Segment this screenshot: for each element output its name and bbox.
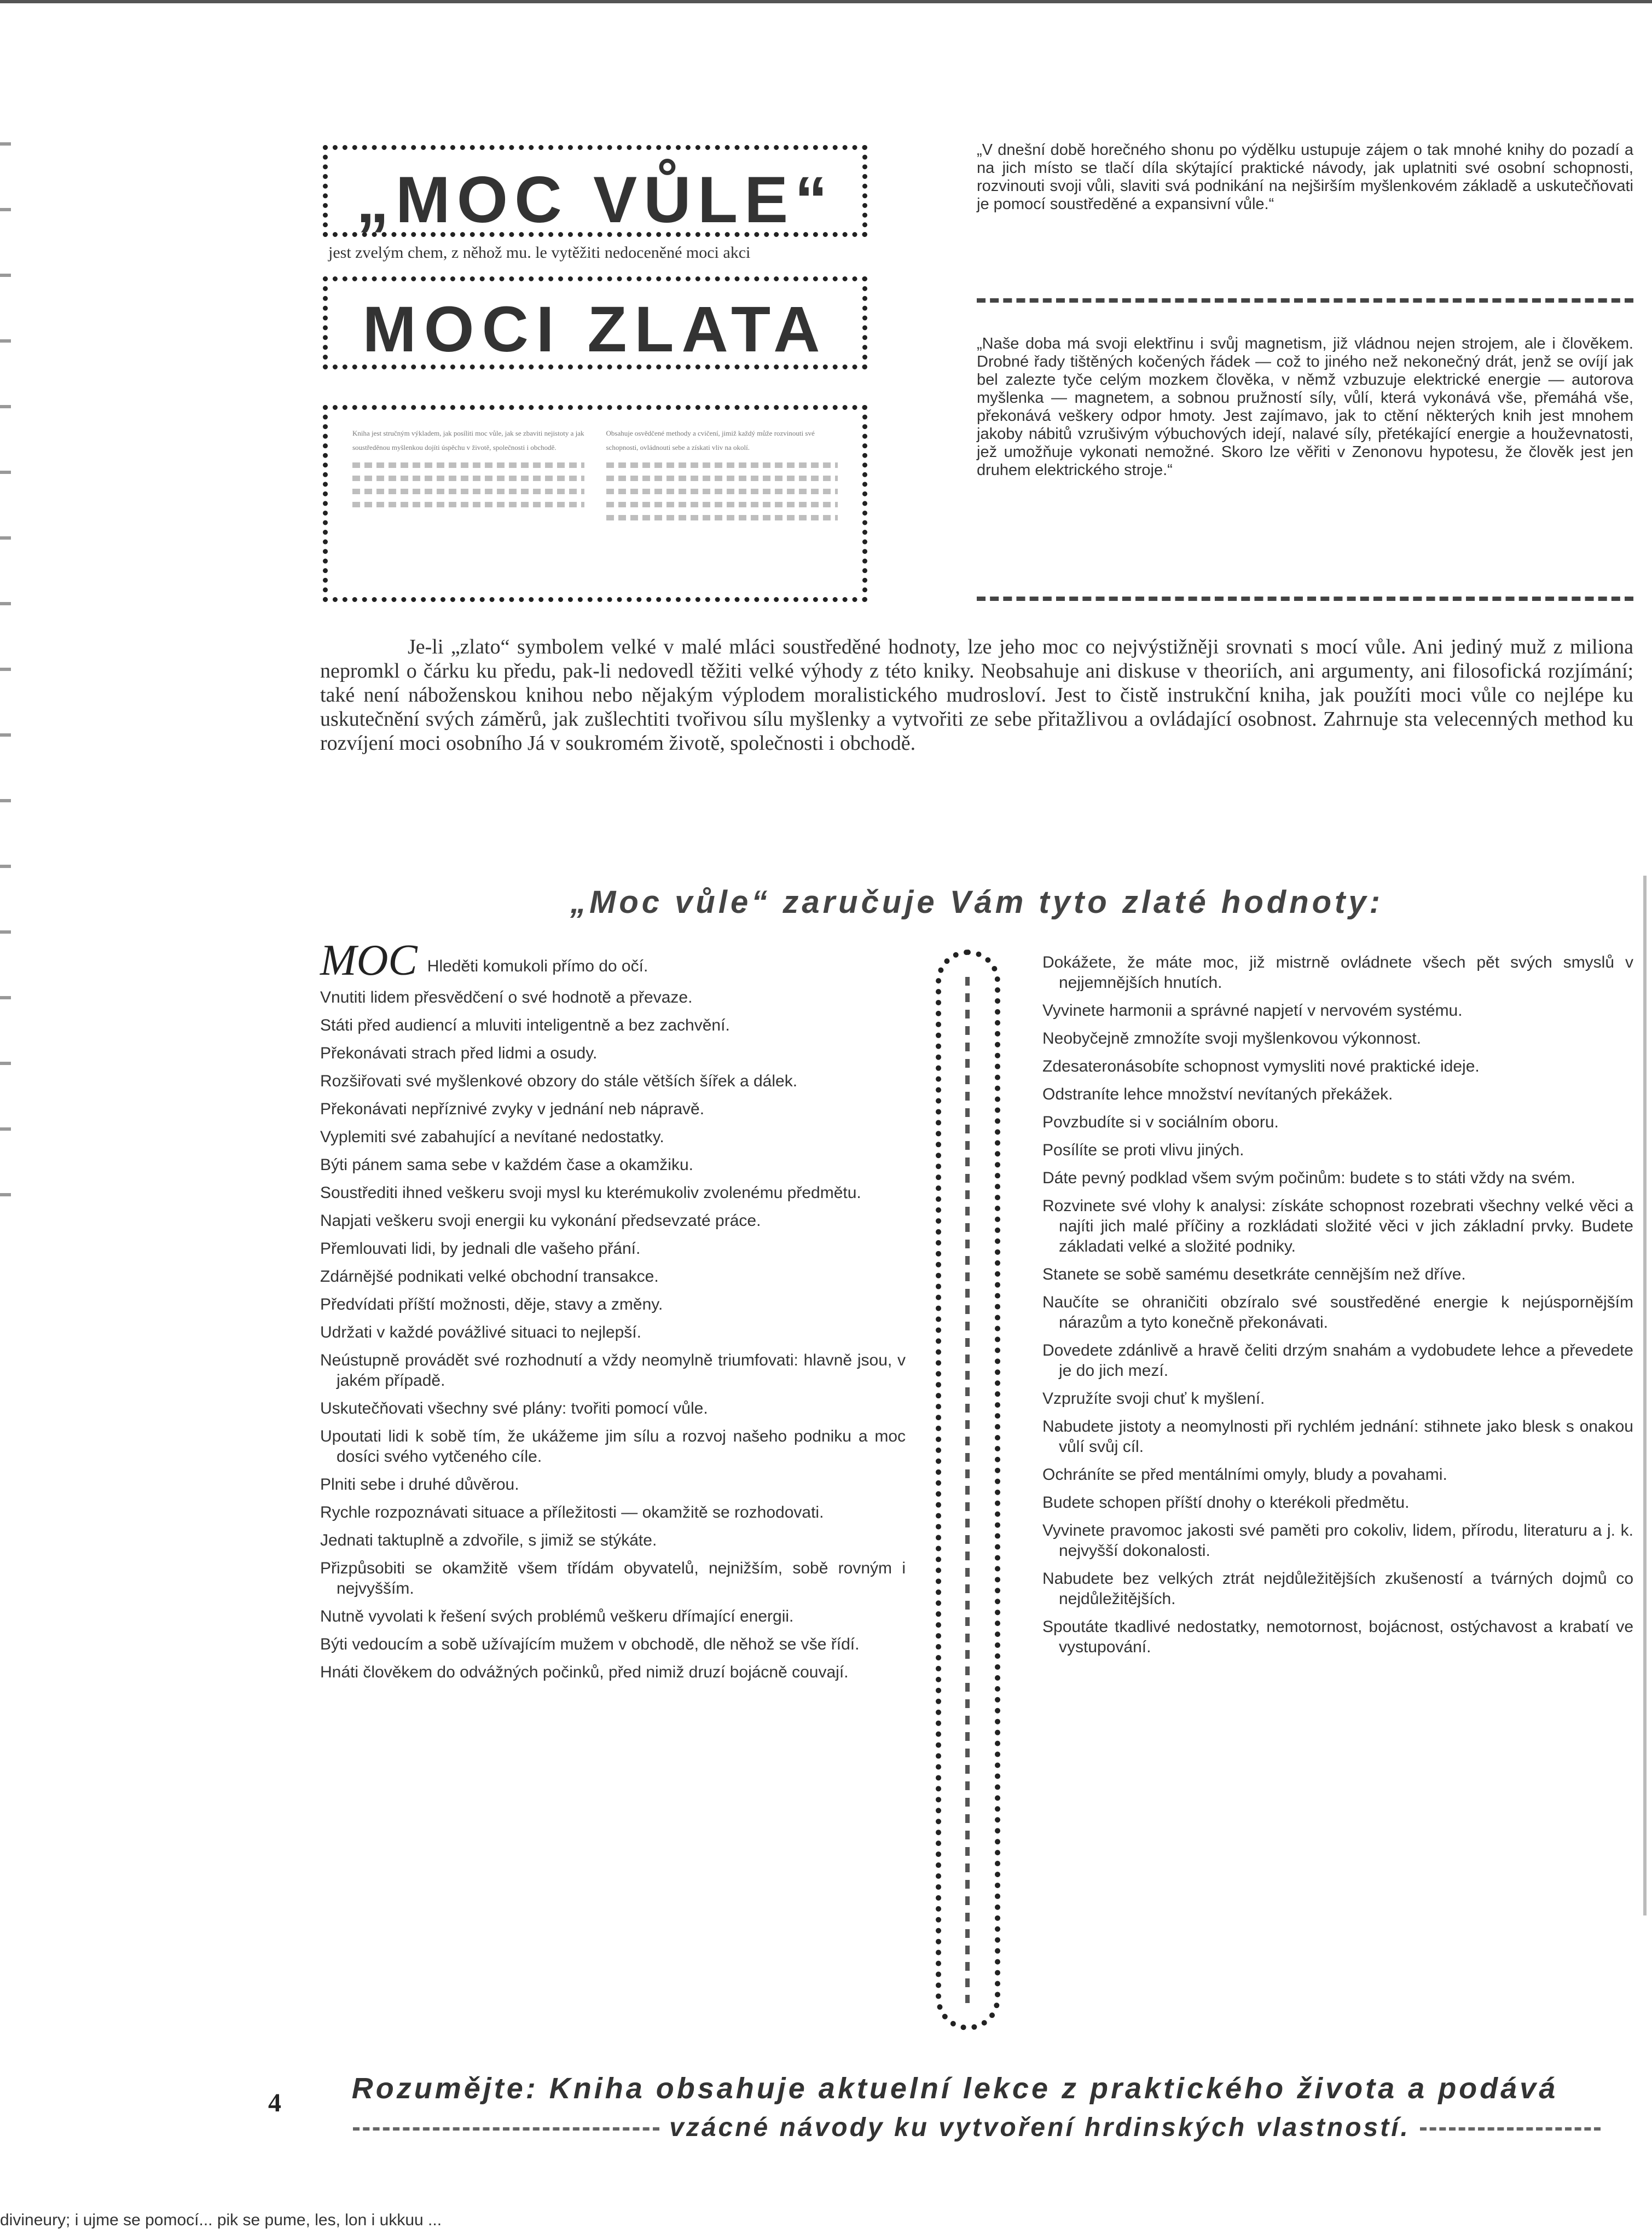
list-item: Zdárnějšé podnikati velké obchodní transakce. bbox=[320, 1268, 659, 1286]
list-item: Uskutečňovati všechny své plány: tvořiti pomocí vůle. bbox=[320, 1399, 708, 1417]
moci-zlata-box bbox=[323, 276, 867, 369]
list-item: Dovedete zdánlivě a hravě čeliti drzým snahám a vydobudete lehce a převedete je do jich mezí. bbox=[1042, 1341, 1633, 1380]
list-item: Hnáti člověkem do odvážných počinků, před nimiž druzí bojácně couvají. bbox=[320, 1663, 849, 1681]
faded-line bbox=[352, 476, 584, 481]
list-item: Napjati veškeru svoji energii ku vykonání předsevzaté práce. bbox=[320, 1212, 761, 1230]
small-print-col-left bbox=[352, 426, 584, 581]
moc-vule-title: „MOC VŮLE“ bbox=[356, 163, 834, 236]
margin-marks bbox=[0, 142, 11, 1237]
list-item: Zdesateronásobíte schopnost vymysliti nové praktické ideje. bbox=[1042, 1057, 1480, 1075]
list-item: Vyvinete pravomoc jakosti své paměti pro cokoliv, lidem, přírodu, literaturu a j. k. nejvyšší dokonalosti. bbox=[1042, 1521, 1633, 1560]
list-item: Jednati taktuplně a zdvořile, s jimiž se stýkáte. bbox=[320, 1531, 657, 1549]
list-item: Neobyčejně zmnožíte svoji myšlenkovou výkonnost. bbox=[1042, 1029, 1421, 1047]
list-item: Nabudete bez velkých ztrát nejdůležitějších zkušeností a tvárných dojmů co nejdůležitějších. bbox=[1042, 1570, 1633, 1608]
footer-dash-rule bbox=[353, 2127, 659, 2131]
list-item: Býti vedoucím a sobě užívajícím mužem v obchodě, dle něhož se vše řídí. bbox=[320, 1635, 860, 1653]
footer-dash-rule bbox=[1420, 2127, 1601, 2131]
list-item: Rychle rozpoznávati situace a příležitosti — okamžitě se rozhodovati. bbox=[320, 1503, 824, 1521]
list-item: Nutně vyvolati k řešení svých problémů veškeru dřímající energii. bbox=[320, 1607, 794, 1625]
list-item: Vnutiti lidem přesvědčení o své hodnotě a převaze. bbox=[320, 988, 693, 1006]
list-item: Upoutati lidi k sobě tím, že ukážeme jim sílu a rozvoj našeho podniku a moc dosíci svého vytčeného cíle. bbox=[320, 1427, 906, 1466]
list-item-text: Hleděti komukoli přímo do očí. bbox=[427, 957, 648, 975]
next-page-bleed-text: divineury; i ujme se pomocí... pik se pume, les, lon i ukkuu ... bbox=[0, 2211, 442, 2229]
faded-line bbox=[606, 462, 838, 468]
moc-initial-word: MOC bbox=[320, 936, 418, 985]
list-item: Udržati v každé povážlivé situaci to nejlepší. bbox=[320, 1323, 641, 1341]
quote-second: „Naše doba má svoji elektřinu i svůj magnetism, již vládnou nejen strojem, ale i člověkem. Drobné řady tištěných kočených řádek — což to jiného než nekonečný drát, jenž se ovíjí jak bel zalezte tyče celým mozkem člověka, v němž vzbuzuje elektrické energie — autorova myšlenka — magnetem, a sobnou pružností síly, vůlí, která vykonává vše, přemáhá vše, překonává veškery odpor hmoty. Jest zajímavo, jak to ctění některých knih jest mnohem jakoby nábitů vzrušivým výbuchových idejí, nalavé síly, přetékající energie a houževnatosti, jež umožňuje vykonati nemožné. Skoro lze věřiti v Zenonovu hypotesu, že člověk jest jen druhem elektrického stroje.“ bbox=[977, 335, 1633, 479]
divider-rule bbox=[977, 597, 1633, 601]
list-item: Naučíte se ohraničiti obzíralo své soustředěné energie k nejúspornějším nárazům a tyto konečně překonávati. bbox=[1042, 1293, 1633, 1332]
list-item: Vyvinete harmonii a správné napjetí v nervovém systému. bbox=[1042, 1002, 1463, 1020]
list-item: Rozšiřovati své myšlenkové obzory do stále větších šířek a dálek. bbox=[320, 1072, 798, 1090]
list-item: Přemlouvati lidi, by jednali dle vašeho přání. bbox=[320, 1240, 641, 1258]
list-item: Přizpůsobiti se okamžitě všem třídám obyvatelů, nejnižším, sobě rovným i nejvyšším. bbox=[320, 1559, 906, 1598]
small-print-col-right bbox=[606, 426, 838, 581]
list-item: Povzbudíte si v sociálním oboru. bbox=[1042, 1113, 1279, 1131]
margin-shadow bbox=[1643, 876, 1647, 1915]
footer-line-two-text: vzácné návody ku vytvoření hrdinských vlastností. bbox=[669, 2113, 1410, 2142]
list-item: Spoutáte tkadlivé nedostatky, nemotornost, bojácnost, ostýchavost a krabatí ve vystupování. bbox=[1042, 1618, 1633, 1656]
list-item: Soustřediti ihned veškeru svoji mysl ku kterémukoliv zvolenému předmětu. bbox=[320, 1184, 861, 1202]
page-number: 4 bbox=[268, 2088, 281, 2117]
list-item: Nabudete jistoty a neomylnosti při rychlém jednání: stihnete jako blesk s onakou vůlí svůj cíl. bbox=[1042, 1417, 1633, 1456]
left-benefits-list bbox=[320, 936, 906, 1690]
faded-line bbox=[606, 489, 838, 494]
list-item: Rozvinete své vlohy k analysi: získáte schopnost rozebrati všechny velké věci a najíti jich malé příčiny a rozkládati složité věci v jich základní prvky. Budete základati velké a složité podniky. bbox=[1042, 1197, 1633, 1255]
list-item: Vyplemiti své zabahující a nevítané nedostatky. bbox=[320, 1128, 664, 1146]
small-print-box bbox=[323, 405, 867, 602]
intro-paragraph: Je-li „zlato“ symbolem velké v malé mláci soustředěné hodnoty, lze jeho moc co nejvýstižněji srovnati s mocí vůle. Ani jediný muž z miliona nepromkl o čárku ku předu, pak-li nedovedl těžiti velké výhody z této kniky. Neobsahuje ani diskuse v theoriích, ani argumenty, ani filosofická rozjímání; také není náboženskou knihou nebo nějakým výplodem moralistického mudrosloví. Jest to čistě instrukční kniha, jak použíti moci vůle co nejlépe ku uskutečnění svých záměrů, jak zušlechtiti tvořivou sílu myšlenky a vytvořiti ze sebe přitažlivou a ovládající osobnost. Zahrnuje sta velecenných method ku rozvíjení moci osobního Já v soukromém životě, společnosti i obchodě. bbox=[320, 635, 1633, 755]
faded-line bbox=[606, 502, 838, 507]
list-item: Překonávati strach před lidmi a osudy. bbox=[320, 1044, 598, 1062]
decorative-oval-divider bbox=[936, 950, 1000, 2030]
page-top-edge bbox=[0, 0, 1652, 3]
quote-first: „V dnešní době horečného shonu po výdělku ustupuje zájem o tak mnohé knihy do pozadí a na jich místo se tlačí díla skýtající praktické návody, jak uplatniti své osobní schopnosti, rozvinouti svoji vůli, slaviti svá podnikání na nejširším myšlenkovém základě a uskutečňovati je pomocí soustředěné a expansivní vůle.“ bbox=[977, 141, 1633, 213]
footer-line-two bbox=[320, 2113, 1633, 2143]
list-item: Dokážete, že máte moc, již mistrně ovládnete všech pět svých smyslů v nejjemnějších hnutích. bbox=[1042, 953, 1633, 992]
divider-rule bbox=[977, 298, 1633, 303]
list-item bbox=[320, 936, 906, 985]
faded-line bbox=[606, 476, 838, 481]
moc-vule-subtitle: jest zvelým chem, z něhož mu. le vytěžiti nedoceněné moci akci bbox=[328, 244, 751, 262]
moci-zlata-title: MOCI ZLATA bbox=[362, 293, 828, 366]
list-item: Státi před audiencí a mluviti inteligentně a bez zachvění. bbox=[320, 1016, 730, 1034]
list-item: Plniti sebe i druhé důvěrou. bbox=[320, 1475, 519, 1494]
faded-line bbox=[352, 489, 584, 494]
small-print-text-right: Obsahuje osvědčené methody a cvičení, jimiž každý může rozvinouti své schopnosti, ovládnouti sebe a získati vliv na okolí. bbox=[606, 429, 815, 452]
right-benefits-list bbox=[1042, 952, 1633, 1665]
faded-line bbox=[606, 515, 838, 520]
list-item: Předvídati příští možnosti, děje, stavy a změny. bbox=[320, 1295, 663, 1313]
list-item: Budete schopen příští dnohy o kterékoli předmětu. bbox=[1042, 1494, 1410, 1512]
section-headline: „Moc vůle“ zaručuje Vám tyto zlaté hodnoty: bbox=[570, 884, 1383, 920]
oval-inner-dashes bbox=[965, 977, 970, 2003]
faded-line bbox=[352, 462, 584, 468]
list-item: Býti pánem sama sebe v každém čase a okamžiku. bbox=[320, 1156, 693, 1174]
list-item: Vzpružíte svoji chuť k myšlení. bbox=[1042, 1390, 1265, 1408]
faded-line bbox=[352, 502, 584, 507]
small-print-text-left: Kniha jest stručným výkladem, jak posíliti moc vůle, jak se zbaviti nejistoty a jak soustředěnou myšlenkou dojíti úspěchu v životě, společnosti i obchodě. bbox=[352, 429, 584, 452]
list-item: Neústupně provádět své rozhodnutí a vždy neomylně triumfovati: hlavně jsou, v jakém případě. bbox=[320, 1351, 906, 1390]
list-item: Stanete se sobě samému desetkráte cennějším než dříve. bbox=[1042, 1265, 1466, 1283]
list-item: Posílíte se proti vlivu jiných. bbox=[1042, 1141, 1244, 1159]
list-item: Ochráníte se před mentálními omyly, bludy a povahami. bbox=[1042, 1466, 1447, 1484]
moc-vule-box bbox=[323, 145, 867, 237]
list-item: Odstraníte lehce množství nevítaných překážek. bbox=[1042, 1085, 1393, 1103]
list-item: Dáte pevný podklad všem svým počinům: budete s to státi vždy na svém. bbox=[1042, 1169, 1575, 1187]
footer-line-one: Rozumějte: Kniha obsahuje aktuelní lekce z praktického života a podává bbox=[351, 2072, 1558, 2105]
list-item: Překonávati nepříznivé zvyky v jednání neb nápravě. bbox=[320, 1100, 705, 1118]
